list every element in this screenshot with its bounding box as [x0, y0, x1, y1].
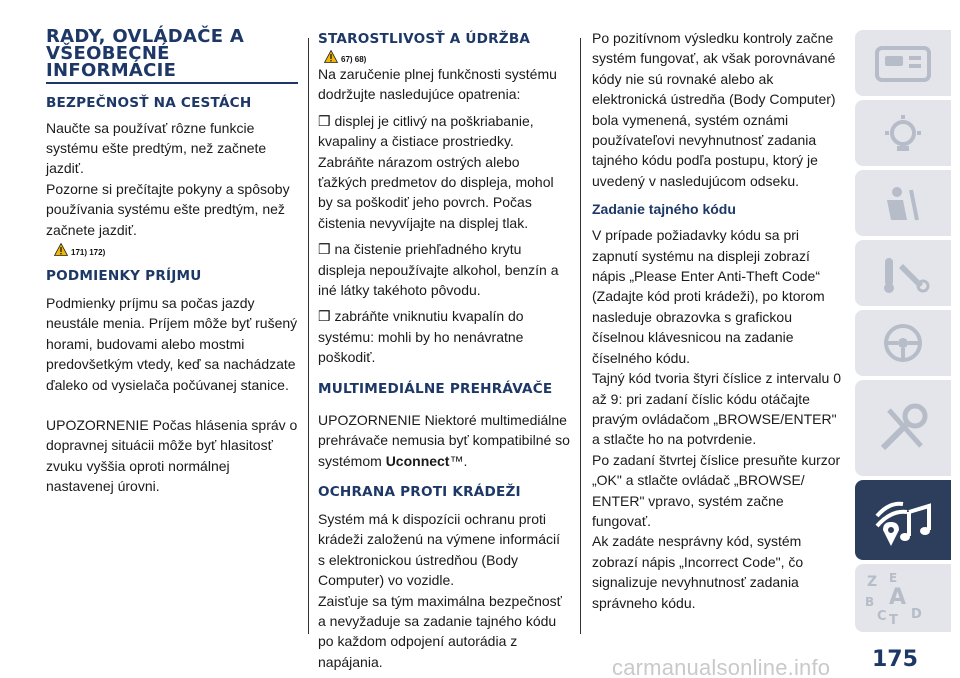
steering-wheel-icon — [873, 321, 933, 365]
tab-warning-lights[interactable] — [855, 100, 951, 166]
paragraph: Tajný kód tvoria štyri číslice z intervalu 0 až 9: pri zadaní číslic kódu otáčajte pravým ovládačom „BROWSE/ENTER" a stlačte ho na potvrdenie. — [592, 370, 841, 448]
page-number: 175 — [872, 647, 918, 672]
column-divider-2 — [580, 38, 581, 634]
paragraph: Podmienky príjmu sa počas jazdy neustále menia. Príjem môže byť rušený horami, budovami alebo mostmi predovšetkým vtedy, keď sa nachádzate ďaleko od vysielača počúvanej stanice. — [46, 294, 298, 393]
bullet-item: ❒ na čistenie priehľadného krytu displeja nepoužívajte alkohol, benzín a iné látky takéhoto pôvodu. — [318, 241, 559, 299]
note-paragraph: UPOZORNENIE Niektoré multimediálne prehrávače nemusia byť kompatibilné so systémom Uconnect™. — [318, 411, 570, 469]
car-dashboard-icon — [873, 44, 933, 84]
paragraph: Pozorne si prečítajte pokyny a spôsoby používania systému ešte predtým, než začnete jazdiť. — [46, 180, 290, 238]
svg-text:E: E — [889, 571, 898, 585]
paragraph: Na zaručenie plnej funkčnosti systému dodržujte nasledujúce opatrenia: — [318, 66, 557, 103]
bullet-item: ❒ displej je citlivý na poškriabanie, kvapaliny a čistiace prostriedky. Zabráňte nárazom ostrých alebo ťažkých predmetov do displeja, mohol by sa poškodiť jeho povrch. Počas čistenia nevyvíjajte na displej tlak. — [318, 112, 554, 231]
checkbox-bullet-icon: ❒ — [318, 241, 331, 258]
paragraph: Zaisťuje sa tým maximálna bezpečnosť a nevyžaduje sa zadanie tajného kódu po každom odpojení autorádia z napájania. — [318, 592, 562, 670]
tab-alphabetical-index[interactable] — [855, 564, 951, 632]
section-heading-anti-theft: OCHRANA PROTI KRÁDEŽI — [318, 483, 521, 500]
service-tools-icon — [873, 398, 933, 458]
svg-text:B: B — [865, 595, 875, 609]
multimedia-icon — [869, 490, 939, 550]
alphabet-index-icon — [861, 568, 941, 628]
warning-reference — [46, 243, 298, 261]
checkbox-bullet-icon: ❒ — [318, 112, 331, 129]
column-3 — [592, 28, 842, 613]
tab-starting-driving[interactable] — [855, 240, 951, 306]
key-tools-icon — [873, 252, 933, 296]
title-underline — [46, 82, 298, 84]
svg-text:C: C — [877, 609, 887, 624]
checkbox-bullet-icon: ❒ — [318, 308, 331, 325]
watermark-text: carmanualsonline.info — [612, 655, 831, 678]
column-divider-1 — [308, 38, 309, 634]
svg-text:T: T — [889, 613, 898, 628]
tab-multimedia[interactable] — [855, 480, 951, 560]
chapter-title: RADY, OVLÁDAČE A VŠEOBECNÉ INFORMÁCIE — [46, 26, 245, 81]
svg-text:D: D — [911, 607, 922, 622]
warning-triangle-icon — [54, 243, 68, 256]
seat-airbag-icon — [873, 182, 933, 226]
paragraph: Ak zadáte nesprávny kód, systém zobrazí nápis „Incorrect Code", čo signalizuje nevyhnutnosť zadania správneho kódu. — [592, 533, 804, 611]
section-heading-media-players: MULTIMEDIÁLNE PREHRÁVAČE — [318, 380, 553, 397]
tab-safety[interactable] — [855, 170, 951, 236]
section-heading-road-safety: BEZPEČNOSŤ NA CESTÁCH — [46, 94, 252, 111]
tab-maintenance[interactable] — [855, 380, 951, 476]
section-heading-care: STAROSTLIVOSŤ A ÚDRŽBA — [318, 31, 531, 47]
warning-reference — [318, 50, 570, 64]
column-1 — [46, 28, 298, 497]
paragraph: V prípade požiadavky kódu sa pri zapnutí systému na displeji zobrazí nápis „Please Enter Anti-Theft Code“ (Zadajte kód proti krádeži), po ktorom nasleduje obrazovka s grafickou číselnou klávesnicou na zadanie číselného kódu. — [592, 227, 825, 366]
reference-numbers: 171) 172) — [71, 247, 106, 257]
brand-name: Uconnect — [385, 452, 450, 469]
tab-car-dashboard[interactable] — [855, 30, 951, 96]
paragraph: Po zadaní štvrtej číslice presuňte kurzor „OK" a stlačte ovládač „BROWSE/ ENTER" vpravo, systém začne fungovať. — [592, 451, 841, 529]
tab-steering[interactable] — [855, 310, 951, 376]
bullet-item: ❒ zabráňte vniknutiu kvapalín do systému: mohli by ho nenávratne poškodiť. — [318, 308, 524, 366]
column-2 — [318, 28, 570, 672]
paragraph: Systém má k dispozícii ochranu proti krádeži založenú na výmene informácií s elektronickou ústredňou (Body Computer) vo vozidle. — [318, 510, 561, 589]
warning-light-icon — [873, 113, 933, 153]
subheading-secret-code: Zadanie tajného kódu — [592, 201, 736, 218]
warning-triangle-icon — [324, 50, 338, 63]
section-heading-reception: PODMIENKY PRÍJMU — [46, 267, 202, 284]
paragraph: Po pozitívnom výsledku kontroly začne systém fungovať, ak však porovnávané kódy nie sú rovnaké alebo ak elektronická ústredňa (Body Computer) bola vymenená, systém oznámi používateľovi nevyhnutnosť zadania tajného kódu podľa postupu, ktorý je uvedený v nasledujúcom odseku. — [592, 30, 836, 189]
svg-text:A: A — [889, 585, 907, 610]
reference-numbers: 67) 68) — [341, 55, 367, 64]
paragraph: Naučte sa používať rôzne funkcie systému ešte predtým, než začnete jazdiť. — [46, 119, 267, 177]
svg-text:Z: Z — [867, 574, 878, 590]
note-paragraph: UPOZORNENIE Počas hlásenia správ o dopravnej situácii môže byť hlasitosť zvuku vyššia oproti normálnej nastavenej úrovni. — [46, 416, 298, 495]
